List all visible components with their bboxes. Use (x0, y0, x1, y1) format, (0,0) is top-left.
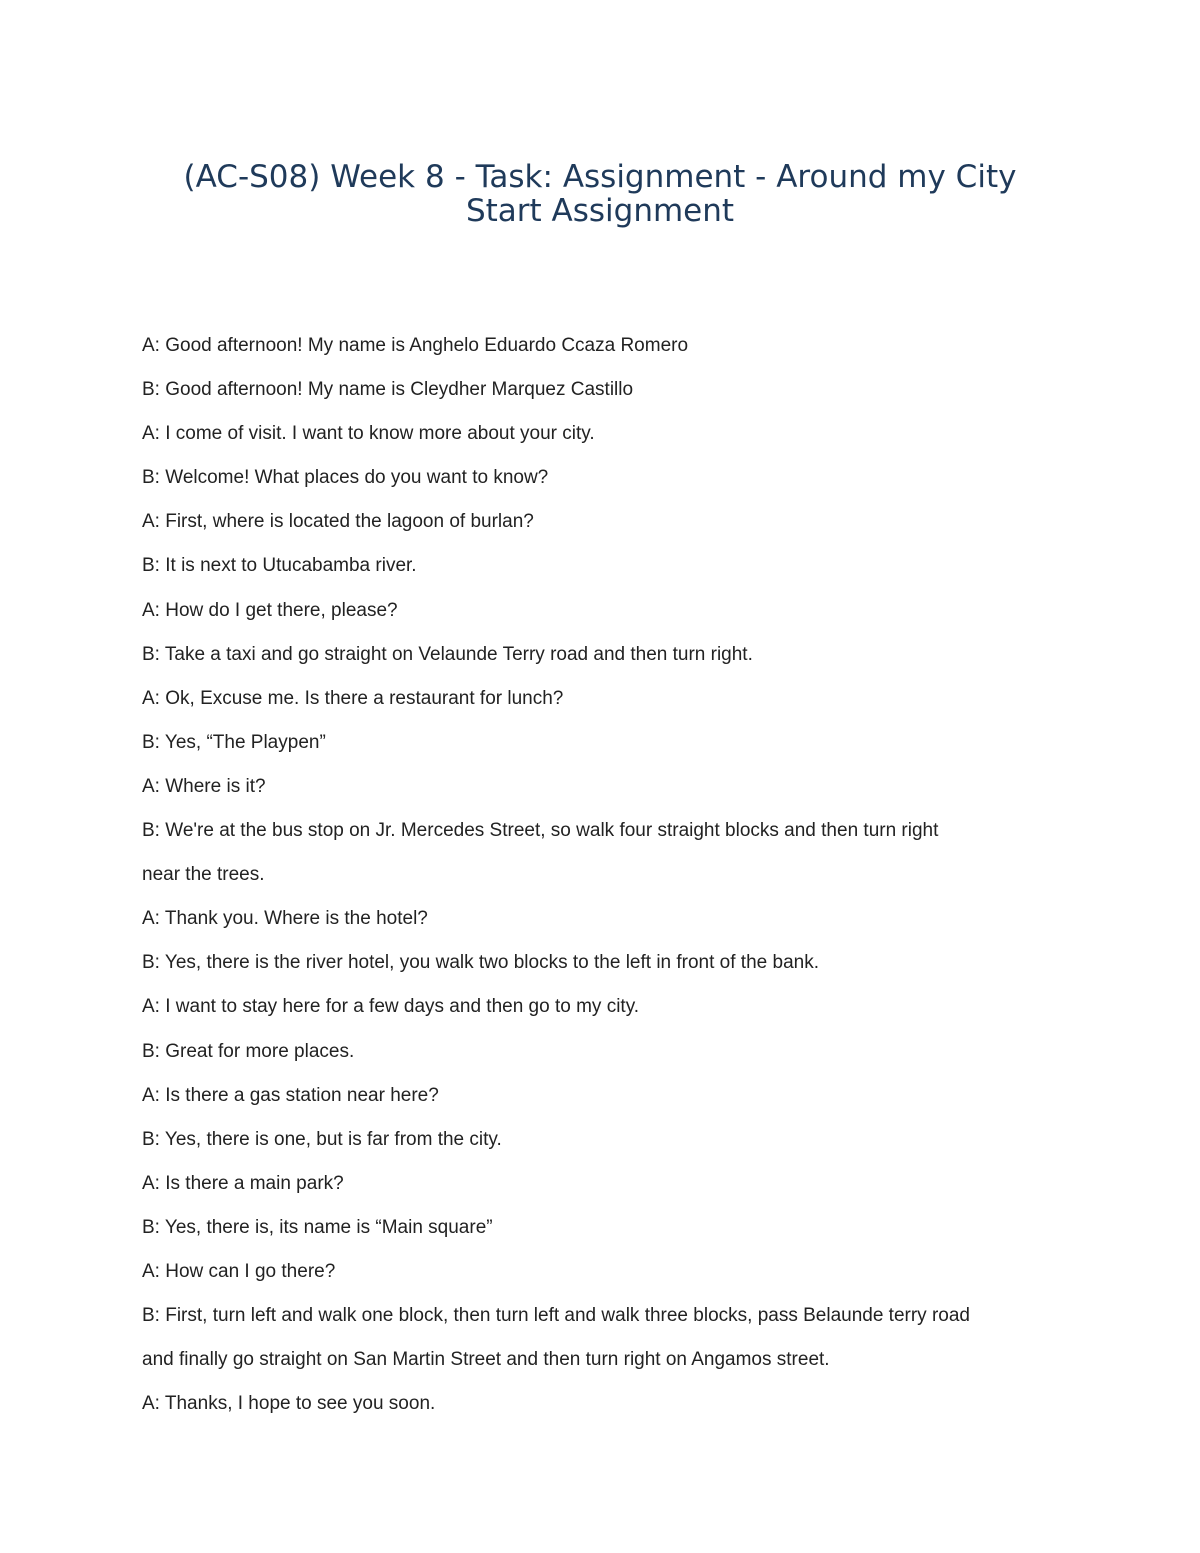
document-title (0, 160, 1200, 228)
dialogue-line: A: Thanks, I hope to see you soon. (142, 1393, 436, 1415)
dialogue-line: B: Yes, there is the river hotel, you walk two blocks to the left in front of the bank. (142, 952, 819, 974)
dialogue-line: B: Yes, there is one, but is far from the city. (142, 1128, 502, 1150)
dialogue-line: A: Ok, Excuse me. Is there a restaurant for lunch? (142, 687, 564, 709)
dialogue-line: B: Great for more places. (142, 1040, 355, 1062)
dialogue-line: B: Good afternoon! My name is Cleydher Marquez Castillo (142, 379, 634, 401)
dialogue-line: A: Thank you. Where is the hotel? (142, 908, 428, 930)
dialogue-line: B: It is next to Utucabamba river. (142, 555, 417, 577)
dialogue-line: B: Yes, there is, its name is “Main square” (142, 1216, 493, 1238)
dialogue-line: A: Where is it? (142, 775, 266, 797)
dialogue-list (142, 324, 1042, 1426)
dialogue-line: A: How can I go there? (142, 1260, 336, 1282)
dialogue-line-continuation: and finally go straight on San Martin Street and then turn right on Angamos street. (142, 1349, 830, 1371)
dialogue-line: A: Is there a gas station near here? (142, 1084, 439, 1106)
dialogue-line: A: Good afternoon! My name is Anghelo Eduardo Ccaza Romero (142, 335, 689, 356)
dialogue-line: A: How do I get there, please? (142, 599, 398, 621)
dialogue-line: A: I want to stay here for a few days and then go to my city. (142, 996, 640, 1018)
dialogue-line: B: Take a taxi and go straight on Velaunde Terry road and then turn right. (142, 643, 753, 665)
dialogue-line: A: First, where is located the lagoon of burlan? (142, 511, 534, 533)
dialogue-line-continuation: near the trees. (142, 864, 265, 886)
dialogue-line: B: Yes, “The Playpen” (142, 731, 326, 753)
dialogue-line: B: First, turn left and walk one block, then turn left and walk three blocks, pass Belaunde terry road (142, 1305, 970, 1327)
dialogue-line: B: We're at the bus stop on Jr. Mercedes Street, so walk four straight blocks and then turn right (142, 820, 939, 842)
dialogue-line: A: I come of visit. I want to know more about your city. (142, 423, 595, 445)
title-line-1: (AC-S08) Week 8 - Task: Assignment - Around my City (183, 159, 1017, 195)
title-line-2: Start Assignment (465, 193, 735, 229)
dialogue-line: B: Welcome! What places do you want to know? (142, 467, 549, 489)
dialogue-line: A: Is there a main park? (142, 1172, 344, 1194)
